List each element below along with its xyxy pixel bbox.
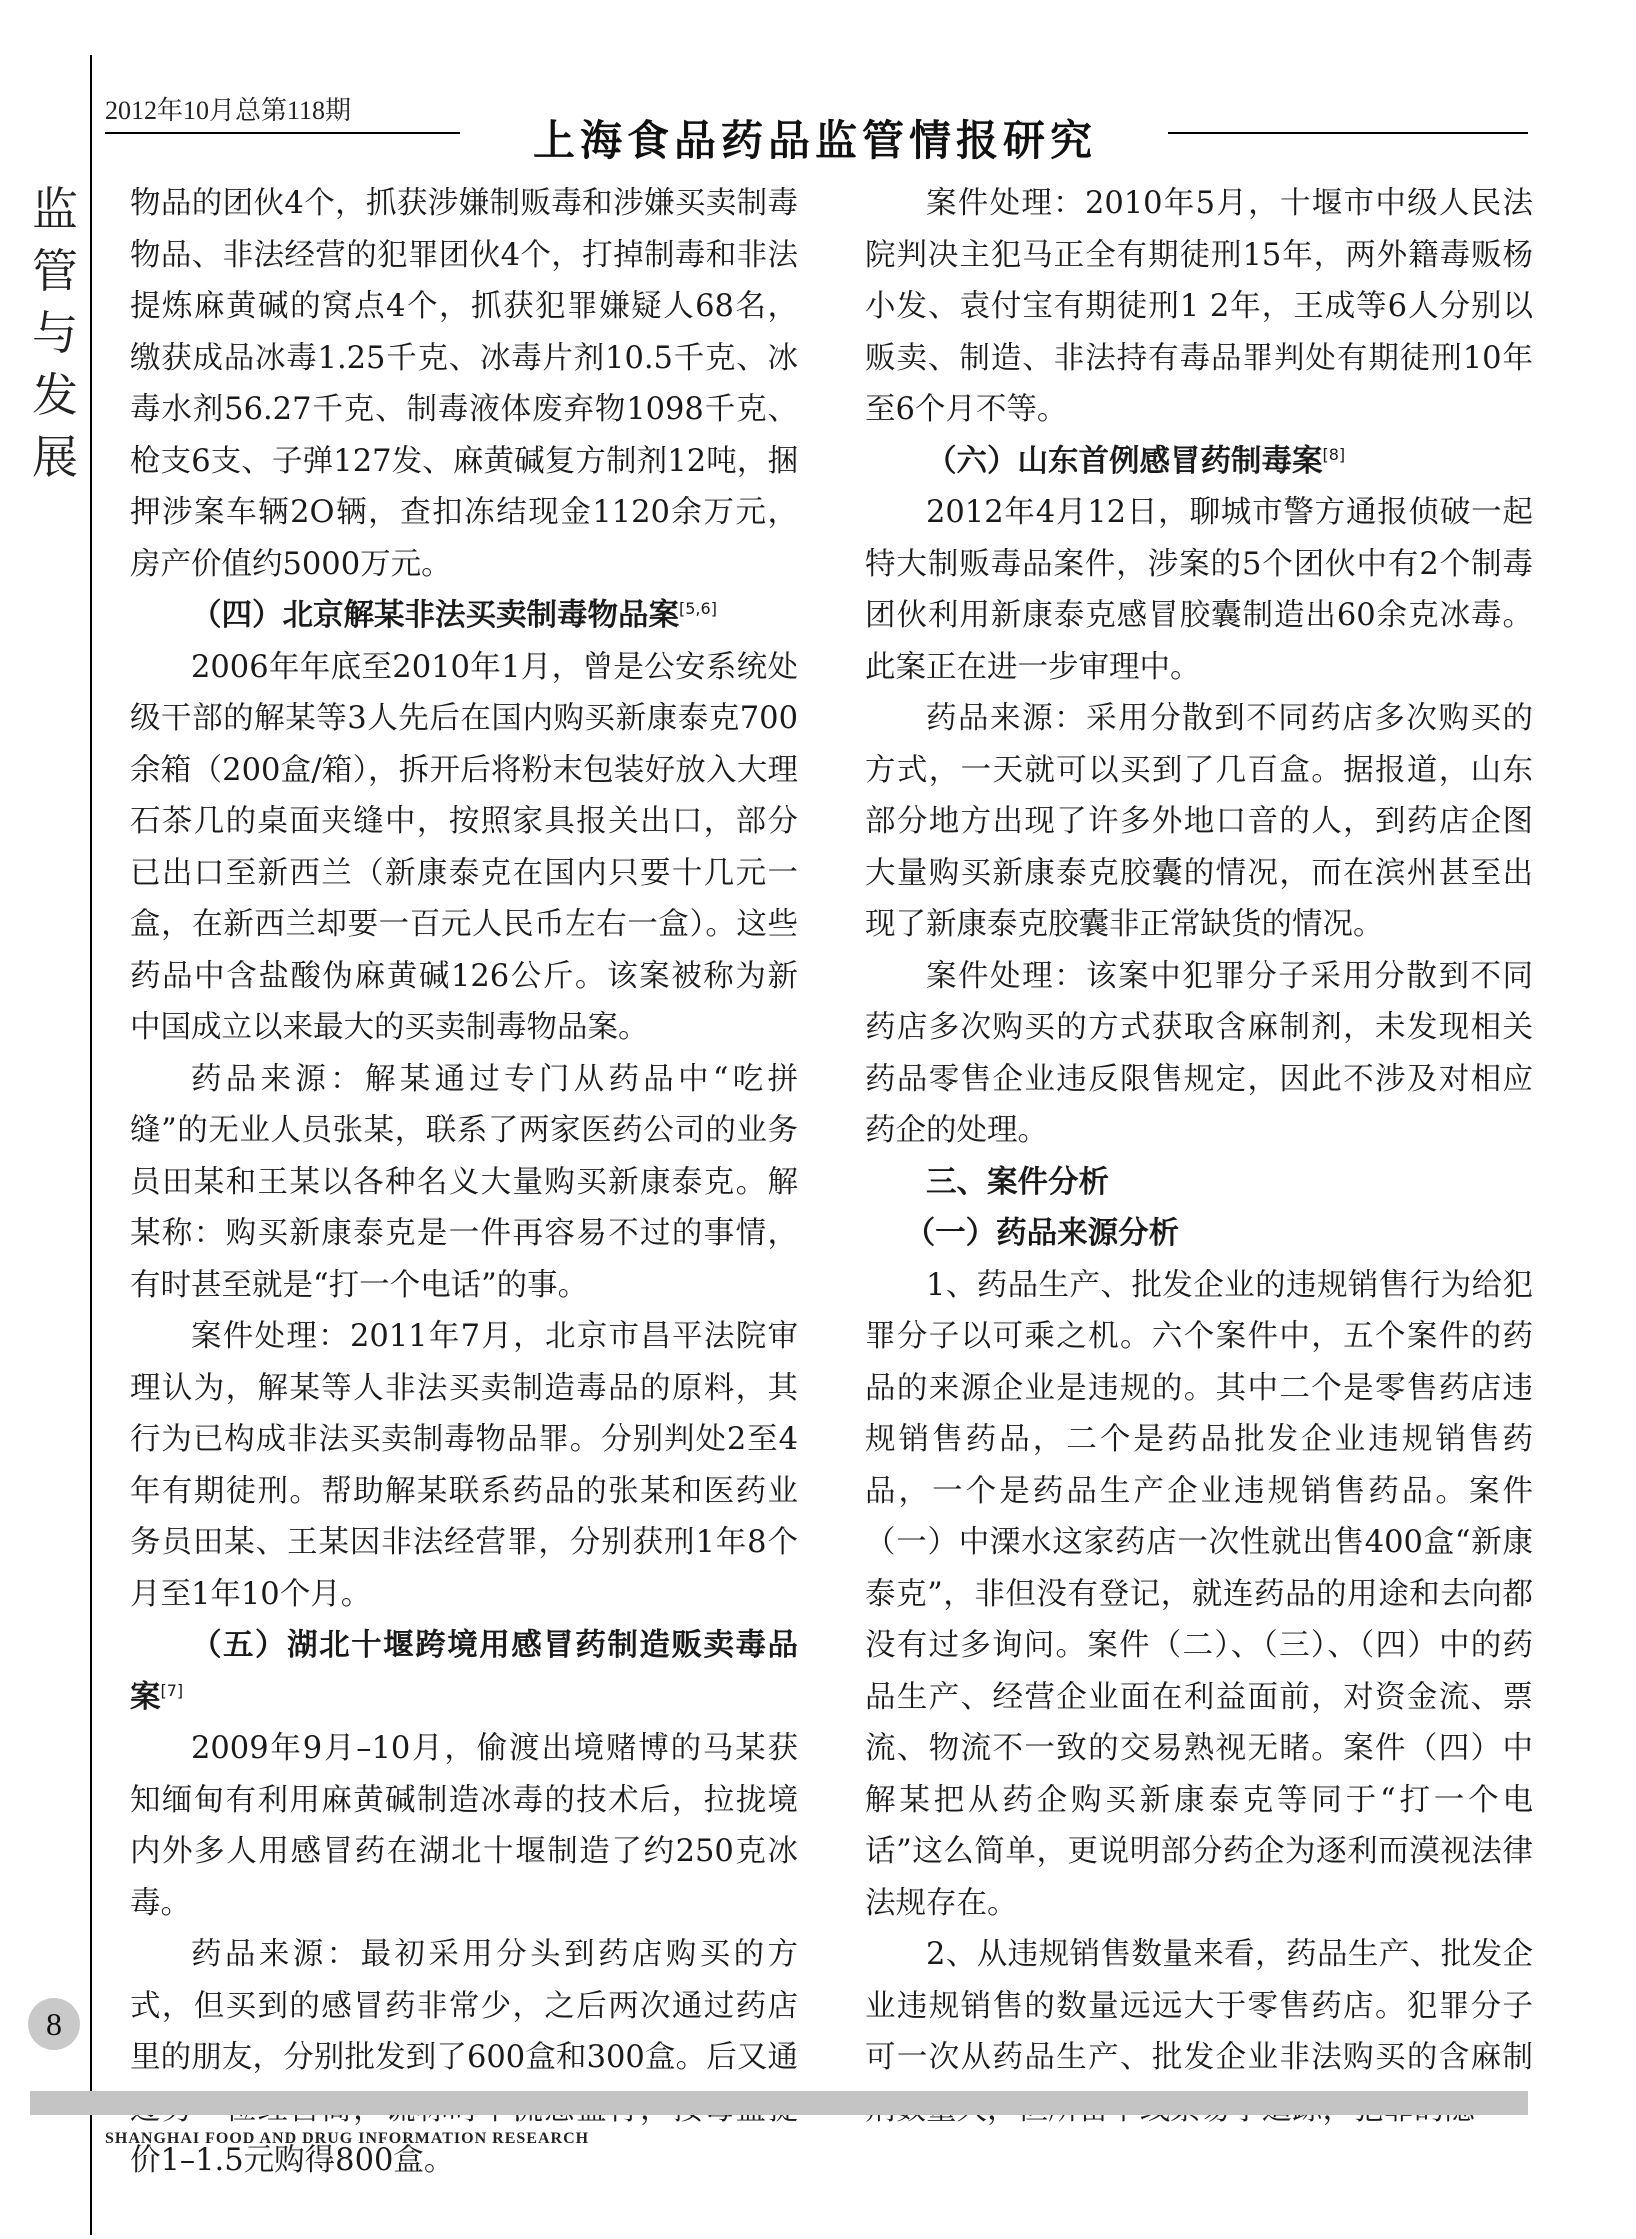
paragraph-text: （六）山东首例感冒药制毒案: [926, 443, 1323, 479]
paragraph-text: 1、药品生产、批发企业的违规销售行为给犯罪分子以可乘之机。六个案件中，五个案件的药品的来源企业是违规的。其中二个是零售药店违规销售药品，二个是药品批发企业违规销售药品，一个是药品生产企业违规销售药品。案件（一）中溧水这家药店一次性就出售400盒“新康泰克”，非但没有登记，就连药品的用途和去向都没有过多询问。案件（二）、（三）、（四）中的药品生产、经营企业面在利益面前，对资金流、票流、物流不一致的交易熟视无睹。案件（四）中解某把从药企购买新康泰克等同于“打一个电话”这么简单，更说明部分药企为逐利而漠视法律法规存在。: [865, 1267, 1533, 1921]
paragraph: [865, 951, 1533, 1157]
paragraph: [130, 642, 798, 1054]
section-label-char: 与: [32, 306, 78, 360]
paragraph: [130, 1054, 798, 1312]
paragraph-text: 案件处理：2010年5月，十堰市中级人民法院判决主犯马正全有期徒刑15年，两外籍毒贩杨小发、袁付宝有期徒刑1 2年，王成等6人分别以贩卖、制造、非法持有毒品罪判处有期徒刑10年至6个月不等。: [865, 186, 1533, 427]
paragraph-text: 案件处理：2011年7月，北京市昌平法院审理认为，解某等人非法买卖制造毒品的原料，其行为已构成非法买卖制毒物品罪。分别判处2至4年有期徒刑。帮助解某联系药品的张某和医药业务员田某、王某因非法经营罪，分别获刑1年8个月至1年10个月。: [130, 1319, 798, 1612]
paragraph-text: 2、从违规销售数量来看，药品生产、批发企业违规销售的数量远远大于零售药店。犯罪分子可一次从药品生产、批发企业非法购买的含麻制: [865, 1937, 1533, 2075]
paragraph-text: 案件处理：该案中犯罪分子采用分散到不同药店多次购买的方式获取含麻制剂，未发现相关药品零售企业违反限售规定，因此不涉及对相应药企的处理。: [865, 958, 1533, 1148]
journal-title: 上海食品药品监管情报研究: [532, 116, 1097, 165]
paragraph: [130, 1311, 798, 1620]
section-heading: [130, 590, 798, 642]
section-heading: [130, 1620, 798, 1723]
paragraph: [865, 1260, 1533, 1930]
margin-vertical-rule: [90, 55, 92, 2235]
paragraph-text: 2009年9月–10月，偷渡出境赌博的马某获知缅甸有利用麻黄碱制造冰毒的技术后，拉拢境内外多人用感冒药在湖北十堰制造了约250克冰毒。: [130, 1731, 798, 1921]
paragraph-text: 物品的团伙4个，抓获涉嫌制贩毒和涉嫌买卖制毒物品、非法经营的犯罪团伙4个，打掉制毒和非法提炼麻黄碱的窝点4个，抓获犯罪嫌疑人68名，缴获成品冰毒1.25千克、冰毒片剂10.5千克、冰毒水剂56.27千克、制毒液体废弃物1098千克、枪支6支、子弹127发、麻黄碱复方制剂12吨，捆押涉案车辆2O辆，查扣冻结现金1120余万元，房产价值约5000万元。: [130, 186, 798, 582]
paragraph-text: 药品来源：采用分散到不同药店多次购买的方式，一天就可以买到了几百盒。据报道，山东部分地方出现了许多外地口音的人，到药店企图大量购买新康泰克胶囊的情况，而在滨州甚至出现了新康泰克胶囊非正常缺货的情况。: [865, 701, 1533, 942]
footer-journal-name: SHANGHAI FOOD AND DRUG INFORMATION RESEARCH: [105, 2130, 590, 2147]
citation-ref: [5,6]: [679, 598, 717, 618]
paragraph: [130, 1723, 798, 1929]
subsection-heading: [865, 1208, 1533, 1260]
header-rule-left: [105, 132, 460, 134]
paragraph-text: 药品来源：最初采用分头到药店购买的方式，但买到的感冒药非常少，之后两次通过药店里的朋友，分别批发到了600盒和300盒。后又通 价1–1.5元购得800盒。: [130, 1937, 798, 2178]
header-rule-right: [1168, 132, 1528, 134]
paragraph-text: （一）药品来源分析: [904, 1216, 1180, 1251]
section-label-char: 监: [32, 182, 78, 236]
section-label-char: 展: [32, 430, 78, 484]
page-number: 8: [28, 1998, 80, 2050]
section-label: [30, 178, 80, 488]
paragraph: [865, 693, 1533, 951]
right-column: [865, 178, 1533, 2135]
paragraph-text: 2012年4月12日，聊城市警方通报侦破一起特大制贩毒品案件，涉案的5个团伙中有2个制毒团伙利用新康泰克感冒胶囊制造出60余克冰毒。此案正在进一步审理中。: [865, 495, 1533, 685]
citation-ref: [7]: [160, 1680, 184, 1700]
left-column: [130, 178, 798, 2187]
paragraph: [865, 487, 1533, 693]
issue-label: 2012年10月总第118期: [105, 96, 352, 125]
section-label-char: 管: [32, 244, 78, 298]
section-label-char: 发: [32, 368, 78, 422]
footer-bar: [30, 2091, 1528, 2115]
section-heading: [865, 436, 1533, 488]
citation-ref: [8]: [1322, 444, 1346, 464]
paragraph: [865, 178, 1533, 436]
paragraph-text: 2006年年底至2010年1月，曾是公安系统处级干部的解某等3人先后在国内购买新康泰克700余箱（200盒/箱），拆开后将粉末包装好放入大理石茶几的桌面夹缝中，按照家具报关出口，部分已出口至新西兰（新康泰克在国内只要十几元一盒，在新西兰却要一百元人民币左右一盒）。这些药品中含盐酸伪麻黄碱126公斤。该案被称为新中国成立以来最大的买卖制毒物品案。: [130, 649, 798, 1045]
paragraph-text: 三、案件分析: [926, 1164, 1109, 1200]
paragraph-text: 药品来源：解某通过专门从药品中“吃拼缝”的无业人员张某，联系了两家医药公司的业务员田某和王某以各种名义大量购买新康泰克。解某称：购买新康泰克是一件再容易不过的事情，有时甚至就是“打一个电话”的事。: [130, 1061, 798, 1303]
section-heading: [865, 1157, 1533, 1209]
paragraph-continued: [130, 178, 798, 590]
paragraph-text: （五）湖北十堰跨境用感冒药制造贩卖毒品案: [130, 1628, 798, 1715]
paragraph-text: （四）北京解某非法买卖制毒物品案: [191, 598, 679, 633]
